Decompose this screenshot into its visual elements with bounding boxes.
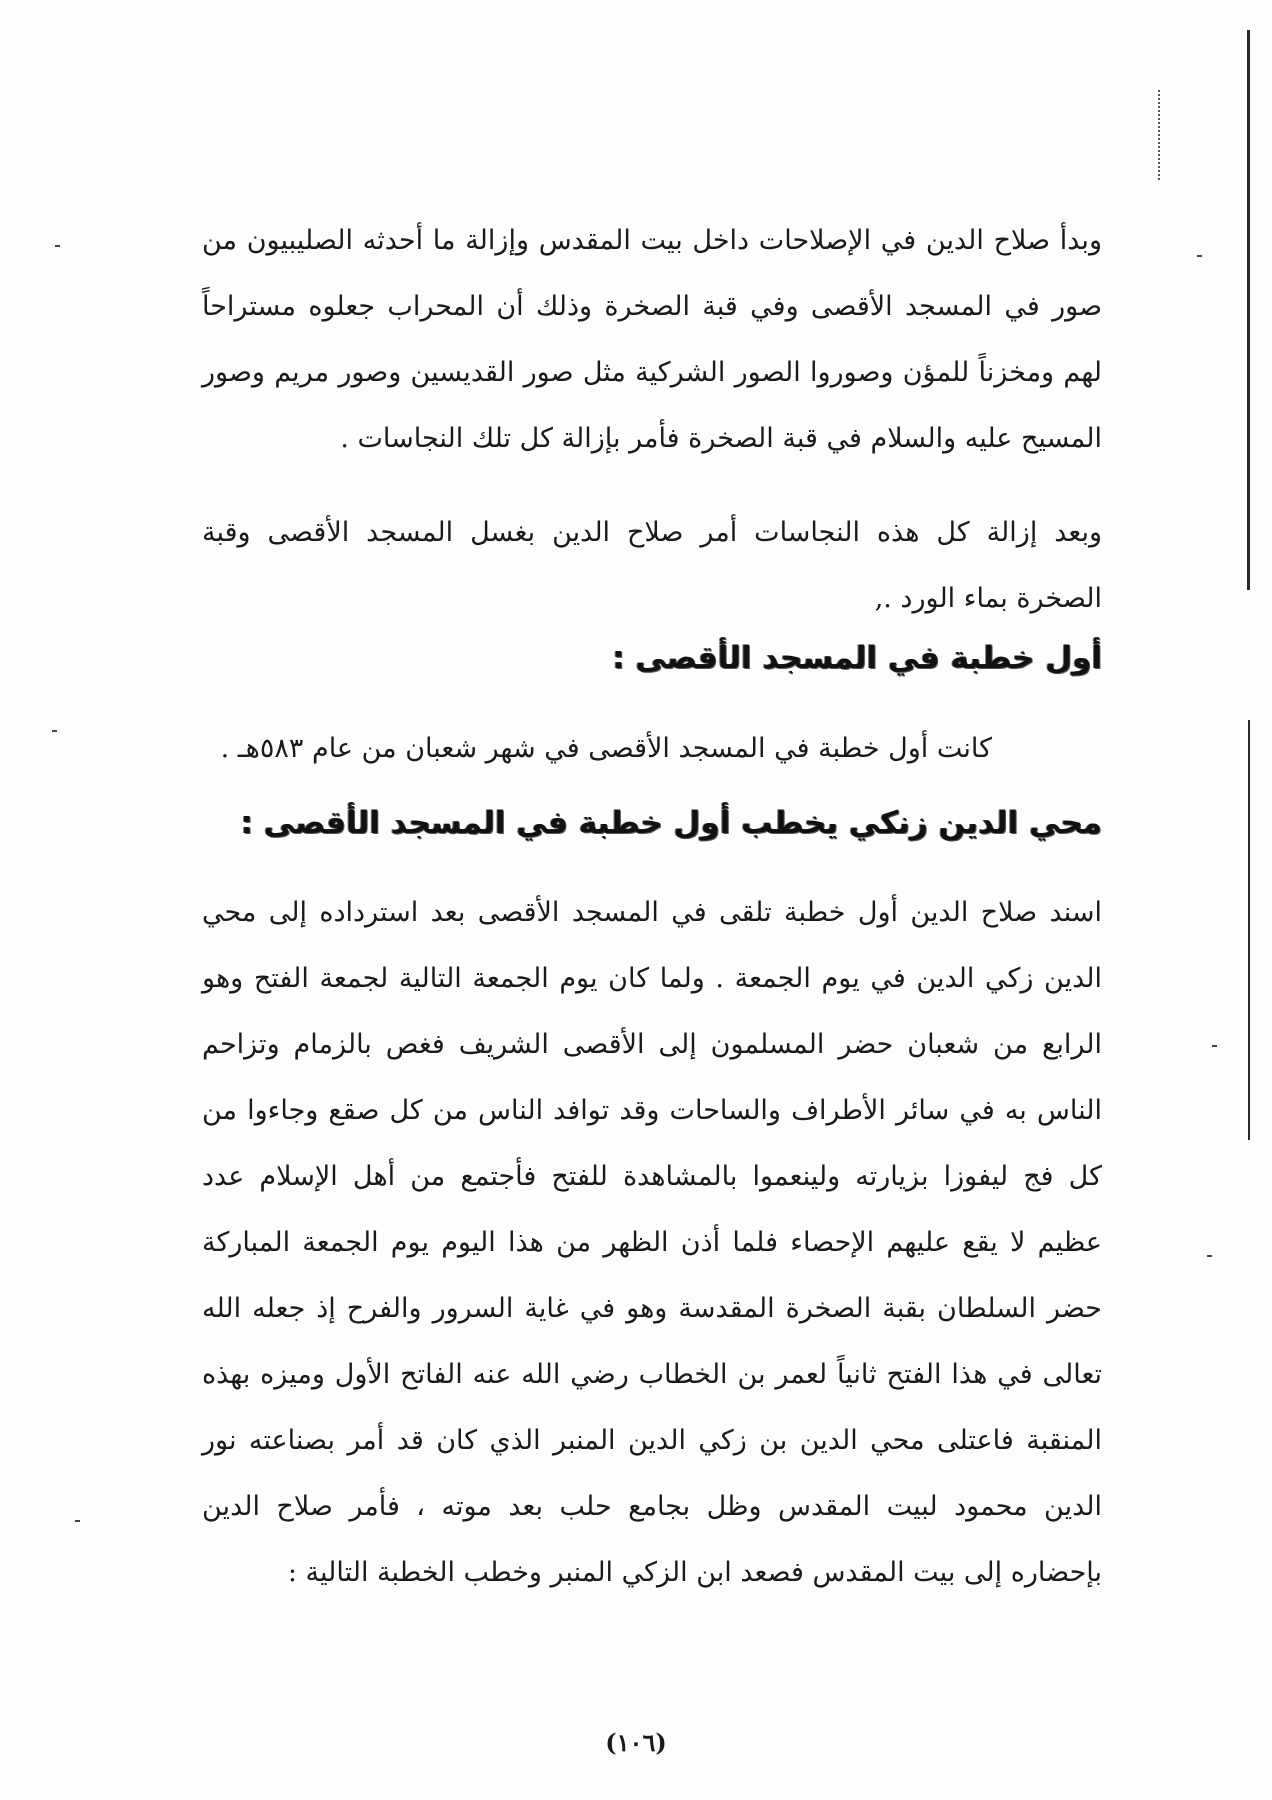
scan-speck bbox=[75, 1520, 80, 1522]
first-sermon-heading: أول خطبة في المسجد الأقصى : bbox=[612, 640, 1102, 676]
scan-speck bbox=[1212, 1045, 1217, 1047]
scan-edge-line bbox=[1248, 720, 1250, 1140]
first-sermon-date-paragraph: كانت أول خطبة في المسجد الأقصى في شهر شعبان من عام ٥٨٣هـ . bbox=[220, 733, 992, 764]
scan-edge-dots bbox=[1158, 90, 1162, 180]
muhyi-sermon-heading: محي الدين زنكي يخطب أول خطبة في المسجد الأقصى : bbox=[240, 805, 1102, 841]
scan-edge-line bbox=[1247, 30, 1250, 590]
page-number: (١٠٦) bbox=[605, 1728, 667, 1757]
scan-speck bbox=[1207, 1255, 1212, 1257]
washing-paragraph: وبعد إزالة كل هذه النجاسات أمر صلاح الدين بغسل المسجد الأقصى وقبة الصخرة بماء الورد ., bbox=[202, 517, 1102, 614]
scan-speck bbox=[52, 730, 57, 732]
scan-speck bbox=[55, 245, 60, 247]
scan-speck bbox=[1197, 255, 1202, 257]
intro-paragraph: وبدأ صلاح الدين في الإصلاحات داخل بيت المقدس وإزالة ما أحدثه الصليبيون من صور في المسجد الأقصى وفي قبة الصخرة وذلك أن المحراب جعلوه مستراحاً لهم ومخزناً للمؤن وصوروا الصور الشركية مثل صور القديسين وصور مريم وصور المسيح عليه والسلام في قبة الصخرة فأمر بإزالة كل تلك النجاسات . bbox=[202, 225, 1102, 454]
sermon-story-paragraph: اسند صلاح الدين أول خطبة تلقى في المسجد الأقصى بعد استرداده إلى محي الدين زكي الدين في يوم الجمعة . ولما كان يوم الجمعة التالية لجمعة الفتح وهو الرابع من شعبان حضر المسلمون إلى الأقصى الشريف فغص بالزمام وتزاحم الناس به في سائر الأطراف والساحات وقد توافد الناس من كل صقع وجاءوا من كل فج ليفوزا بزيارته ولينعموا بالمشاهدة للفتح فأجتمع من أهل الإسلام عدد عظيم لا يقع عليهم الإحصاء فلما أذن الظهر من هذا اليوم يوم الجمعة المباركة حضر السلطان بقبة الصخرة المقدسة وهو في غاية السرور والفرح إذ جعله الله تعالى في هذا الفتح ثانياً لعمر بن الخطاب رضي الله عنه الفاتح الأول وميزه بهذه المنقبة فاعتلى محي الدين بن زكي الدين المنبر الذي كان قد أمر بصناعته نور الدين محمود لبيت المقدس وظل بجامع حلب بعد موته ، فأمر صلاح الدين بإحضاره إلى بيت المقدس فصعد ابن الزكي المنبر وخطب الخطبة التالية : bbox=[202, 897, 1102, 1588]
